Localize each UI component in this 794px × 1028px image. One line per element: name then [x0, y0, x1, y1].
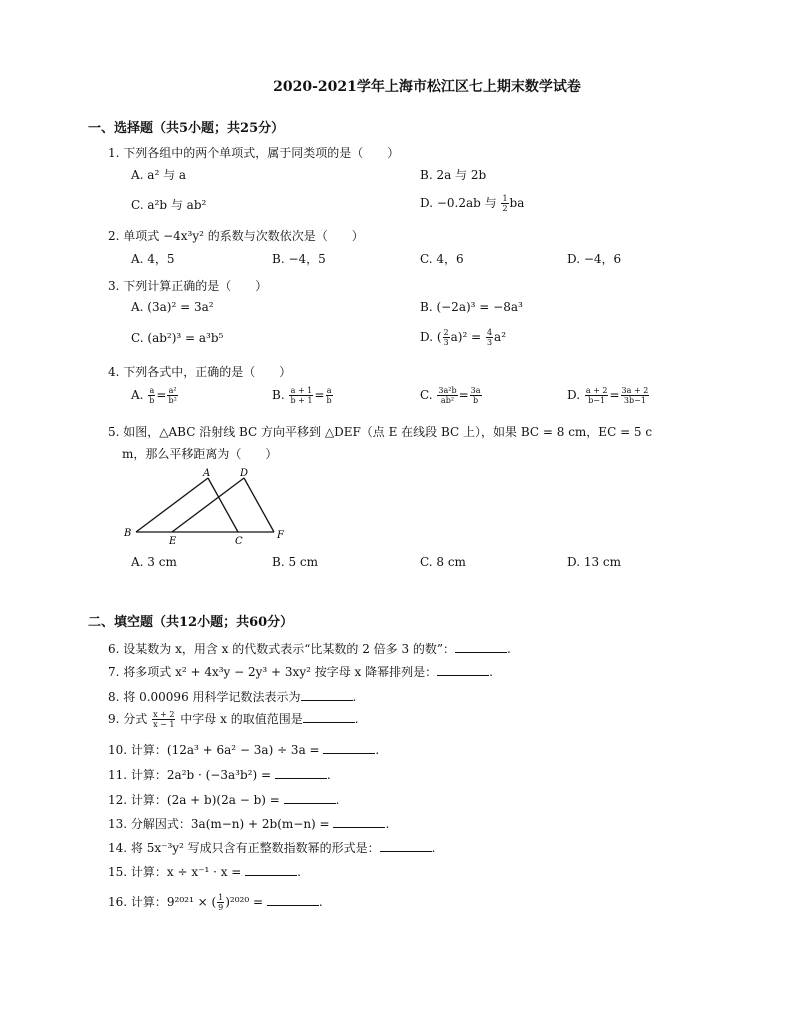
period: . — [431, 841, 436, 855]
answer-blank — [303, 712, 355, 723]
question-14-text: 14. 将 5x⁻³y² 写成只含有正整数指数幂的形式是： — [108, 841, 380, 855]
equals: = — [156, 388, 167, 402]
numerator: a + 1 — [290, 386, 313, 395]
numerator: x + 2 — [153, 710, 175, 719]
period: . — [507, 642, 511, 656]
question-3-option-b: B. (−2a)³ = −8a³ — [420, 300, 523, 314]
question-1-option-b: B. 2a 与 2b — [420, 168, 487, 182]
denominator: 9 — [218, 903, 224, 912]
question-8-text: 8. 将 0.00096 用科学记数法表示为 — [108, 690, 301, 704]
question-4-option-b — [272, 386, 334, 405]
denominator: b + 1 — [290, 396, 313, 405]
fraction — [289, 386, 313, 405]
label-c: C — [235, 536, 243, 547]
denominator: b — [149, 396, 155, 405]
question-3-option-d — [420, 328, 506, 347]
denominator: 2 — [502, 204, 508, 213]
answer-blank — [323, 743, 375, 754]
question-4-stem: 4. 下列各式中，正确的是（ ） — [108, 365, 292, 379]
fraction — [217, 893, 224, 912]
period: . — [297, 865, 301, 879]
numerator: 2 — [443, 328, 449, 337]
numerator: a — [149, 386, 155, 395]
denominator: b — [326, 396, 332, 405]
numerator: a + 2 — [585, 386, 608, 395]
fraction — [585, 386, 609, 405]
period: . — [335, 793, 340, 807]
option-label: A. — [131, 388, 148, 402]
label-f: F — [277, 530, 284, 541]
fraction — [443, 328, 450, 347]
question-7 — [108, 663, 493, 680]
question-1-option-d — [420, 194, 524, 213]
period: . — [352, 690, 357, 704]
question-10-text: 10. 计算：(12a³ + 6a² − 3a) ÷ 3a = — [108, 743, 324, 757]
period: . — [354, 712, 359, 726]
denominator: x − 1 — [153, 720, 175, 729]
question-6-text: 6. 设某数为 x，用含 x 的代数式表示“比某数的 2 倍多 3 的数”： — [108, 642, 456, 656]
option-d-tail: a² — [494, 330, 507, 344]
fraction — [148, 386, 155, 405]
question-11-text: 11. 计算：2a²b · (−3a³b²) = — [108, 768, 275, 782]
fraction — [167, 386, 177, 405]
denominator: b² — [168, 396, 177, 405]
option-label: D. — [567, 388, 584, 402]
question-13 — [108, 815, 389, 832]
numerator: a — [326, 386, 332, 395]
answer-blank — [437, 665, 489, 676]
question-8 — [108, 688, 356, 705]
question-9-tail: 中字母 x 的取值范围是 — [176, 712, 303, 726]
answer-blank — [275, 768, 327, 779]
fraction — [437, 386, 457, 405]
page-title: 2020-2021学年上海市松江区七上期末数学试卷 — [273, 79, 581, 95]
question-16 — [108, 893, 323, 912]
label-e: E — [169, 536, 177, 547]
question-15-text: 15. 计算：x ÷ x⁻¹ · x = — [108, 865, 246, 879]
question-14 — [108, 839, 436, 856]
question-5-option-a: A. 3 cm — [131, 555, 177, 569]
question-3-option-a: A. (3a)² = 3a² — [131, 300, 214, 314]
question-10 — [108, 741, 379, 758]
fraction — [152, 710, 175, 729]
answer-blank — [267, 895, 319, 906]
question-16-tail: )²⁰²⁰ = — [225, 895, 267, 909]
denominator: 3 — [486, 338, 493, 347]
option-d-text: D. −0.2ab 与 — [420, 196, 501, 210]
question-5-option-b: B. 5 cm — [272, 555, 318, 569]
label-a: A — [203, 468, 211, 479]
denominator: b — [473, 396, 479, 405]
question-2-option-c: C. 4，6 — [420, 252, 464, 266]
section-heading-fill: 二、填空题（共12小题；共60分） — [88, 615, 294, 630]
answer-blank — [333, 817, 385, 828]
fraction — [486, 328, 493, 347]
denominator: b−1 — [588, 396, 606, 405]
option-label: C. — [420, 388, 437, 402]
option-d-text: D. ( — [420, 330, 442, 344]
equals: = — [609, 388, 620, 402]
numerator: 1 — [502, 194, 508, 203]
label-d: D — [240, 468, 249, 479]
question-15 — [108, 863, 301, 880]
fraction — [326, 386, 333, 405]
answer-blank — [284, 793, 336, 804]
question-7-text: 7. 将多项式 x² + 4x³y − 2y³ + 3xy² 按字母 x 降幂排列是： — [108, 665, 438, 679]
equals: = — [458, 388, 469, 402]
numerator: 3a — [470, 386, 481, 395]
period: . — [375, 743, 380, 757]
question-1-option-a: A. a² 与 a — [131, 168, 187, 182]
section-heading-choice: 一、选择题（共5小题；共25分） — [88, 121, 285, 136]
question-1-stem: 1. 下列各组中的两个单项式，属于同类项的是（ ） — [108, 146, 400, 160]
question-5-option-c: C. 8 cm — [420, 555, 466, 569]
fraction — [501, 194, 508, 213]
question-4-option-a — [131, 386, 179, 405]
question-6 — [108, 640, 511, 657]
equals: = — [314, 388, 325, 402]
label-b: B — [124, 528, 132, 539]
question-4-option-d — [567, 386, 650, 405]
denominator: 3b−1 — [623, 396, 646, 405]
triangle-translation-figure — [120, 466, 300, 548]
numerator: 3a²b — [438, 386, 457, 395]
option-d-tail: ba — [509, 196, 525, 210]
question-1-option-c: C. a²b 与 ab² — [131, 198, 207, 212]
answer-blank — [245, 865, 297, 876]
option-label: B. — [272, 388, 289, 402]
period: . — [318, 895, 323, 909]
answer-blank — [301, 690, 353, 701]
question-2-option-b: B. −4，5 — [272, 252, 326, 266]
question-5-stem-line2: m，那么平移距离为（ ） — [122, 447, 278, 461]
segment-ab — [136, 478, 208, 532]
denominator: 3 — [443, 338, 449, 347]
numerator: 3a + 2 — [621, 386, 649, 395]
period: . — [385, 817, 390, 831]
question-5-stem-line1: 5. 如图，△ABC 沿射线 BC 方向平移到 △DEF（点 E 在线段 BC 上），如果 BC = 8 cm，EC = 5 c — [108, 425, 653, 439]
numerator: 4 — [486, 328, 493, 337]
question-2-option-a: A. 4，5 — [131, 252, 175, 266]
question-4-option-c — [420, 386, 483, 405]
question-13-text: 13. 分解因式：3a(m−n) + 2b(m−n) = — [108, 817, 334, 831]
option-d-mid: a)² = — [450, 330, 485, 344]
question-12-text: 12. 计算：(2a + b)(2a − b) = — [108, 793, 284, 807]
numerator: a² — [168, 386, 177, 395]
question-2-stem: 2. 单项式 −4x³y² 的系数与次数依次是（ ） — [108, 229, 364, 243]
question-11 — [108, 766, 331, 783]
fraction — [621, 386, 650, 405]
period: . — [326, 768, 331, 782]
question-12 — [108, 791, 339, 808]
period: . — [489, 665, 493, 679]
fraction — [470, 386, 482, 405]
question-9 — [108, 710, 359, 729]
answer-blank — [455, 642, 507, 653]
answer-blank — [380, 841, 432, 852]
question-9-text: 9. 分式 — [108, 712, 152, 726]
segment-df — [244, 478, 274, 532]
question-3-option-c: C. (ab²)³ = a³b⁵ — [131, 331, 224, 345]
question-16-text: 16. 计算：9²⁰²¹ × ( — [108, 895, 217, 909]
question-5-option-d: D. 13 cm — [567, 555, 622, 569]
question-2-option-d: D. −4，6 — [567, 252, 622, 266]
numerator: 1 — [218, 893, 224, 902]
denominator: ab² — [440, 396, 455, 405]
question-3-stem: 3. 下列计算正确的是（ ） — [108, 279, 268, 293]
